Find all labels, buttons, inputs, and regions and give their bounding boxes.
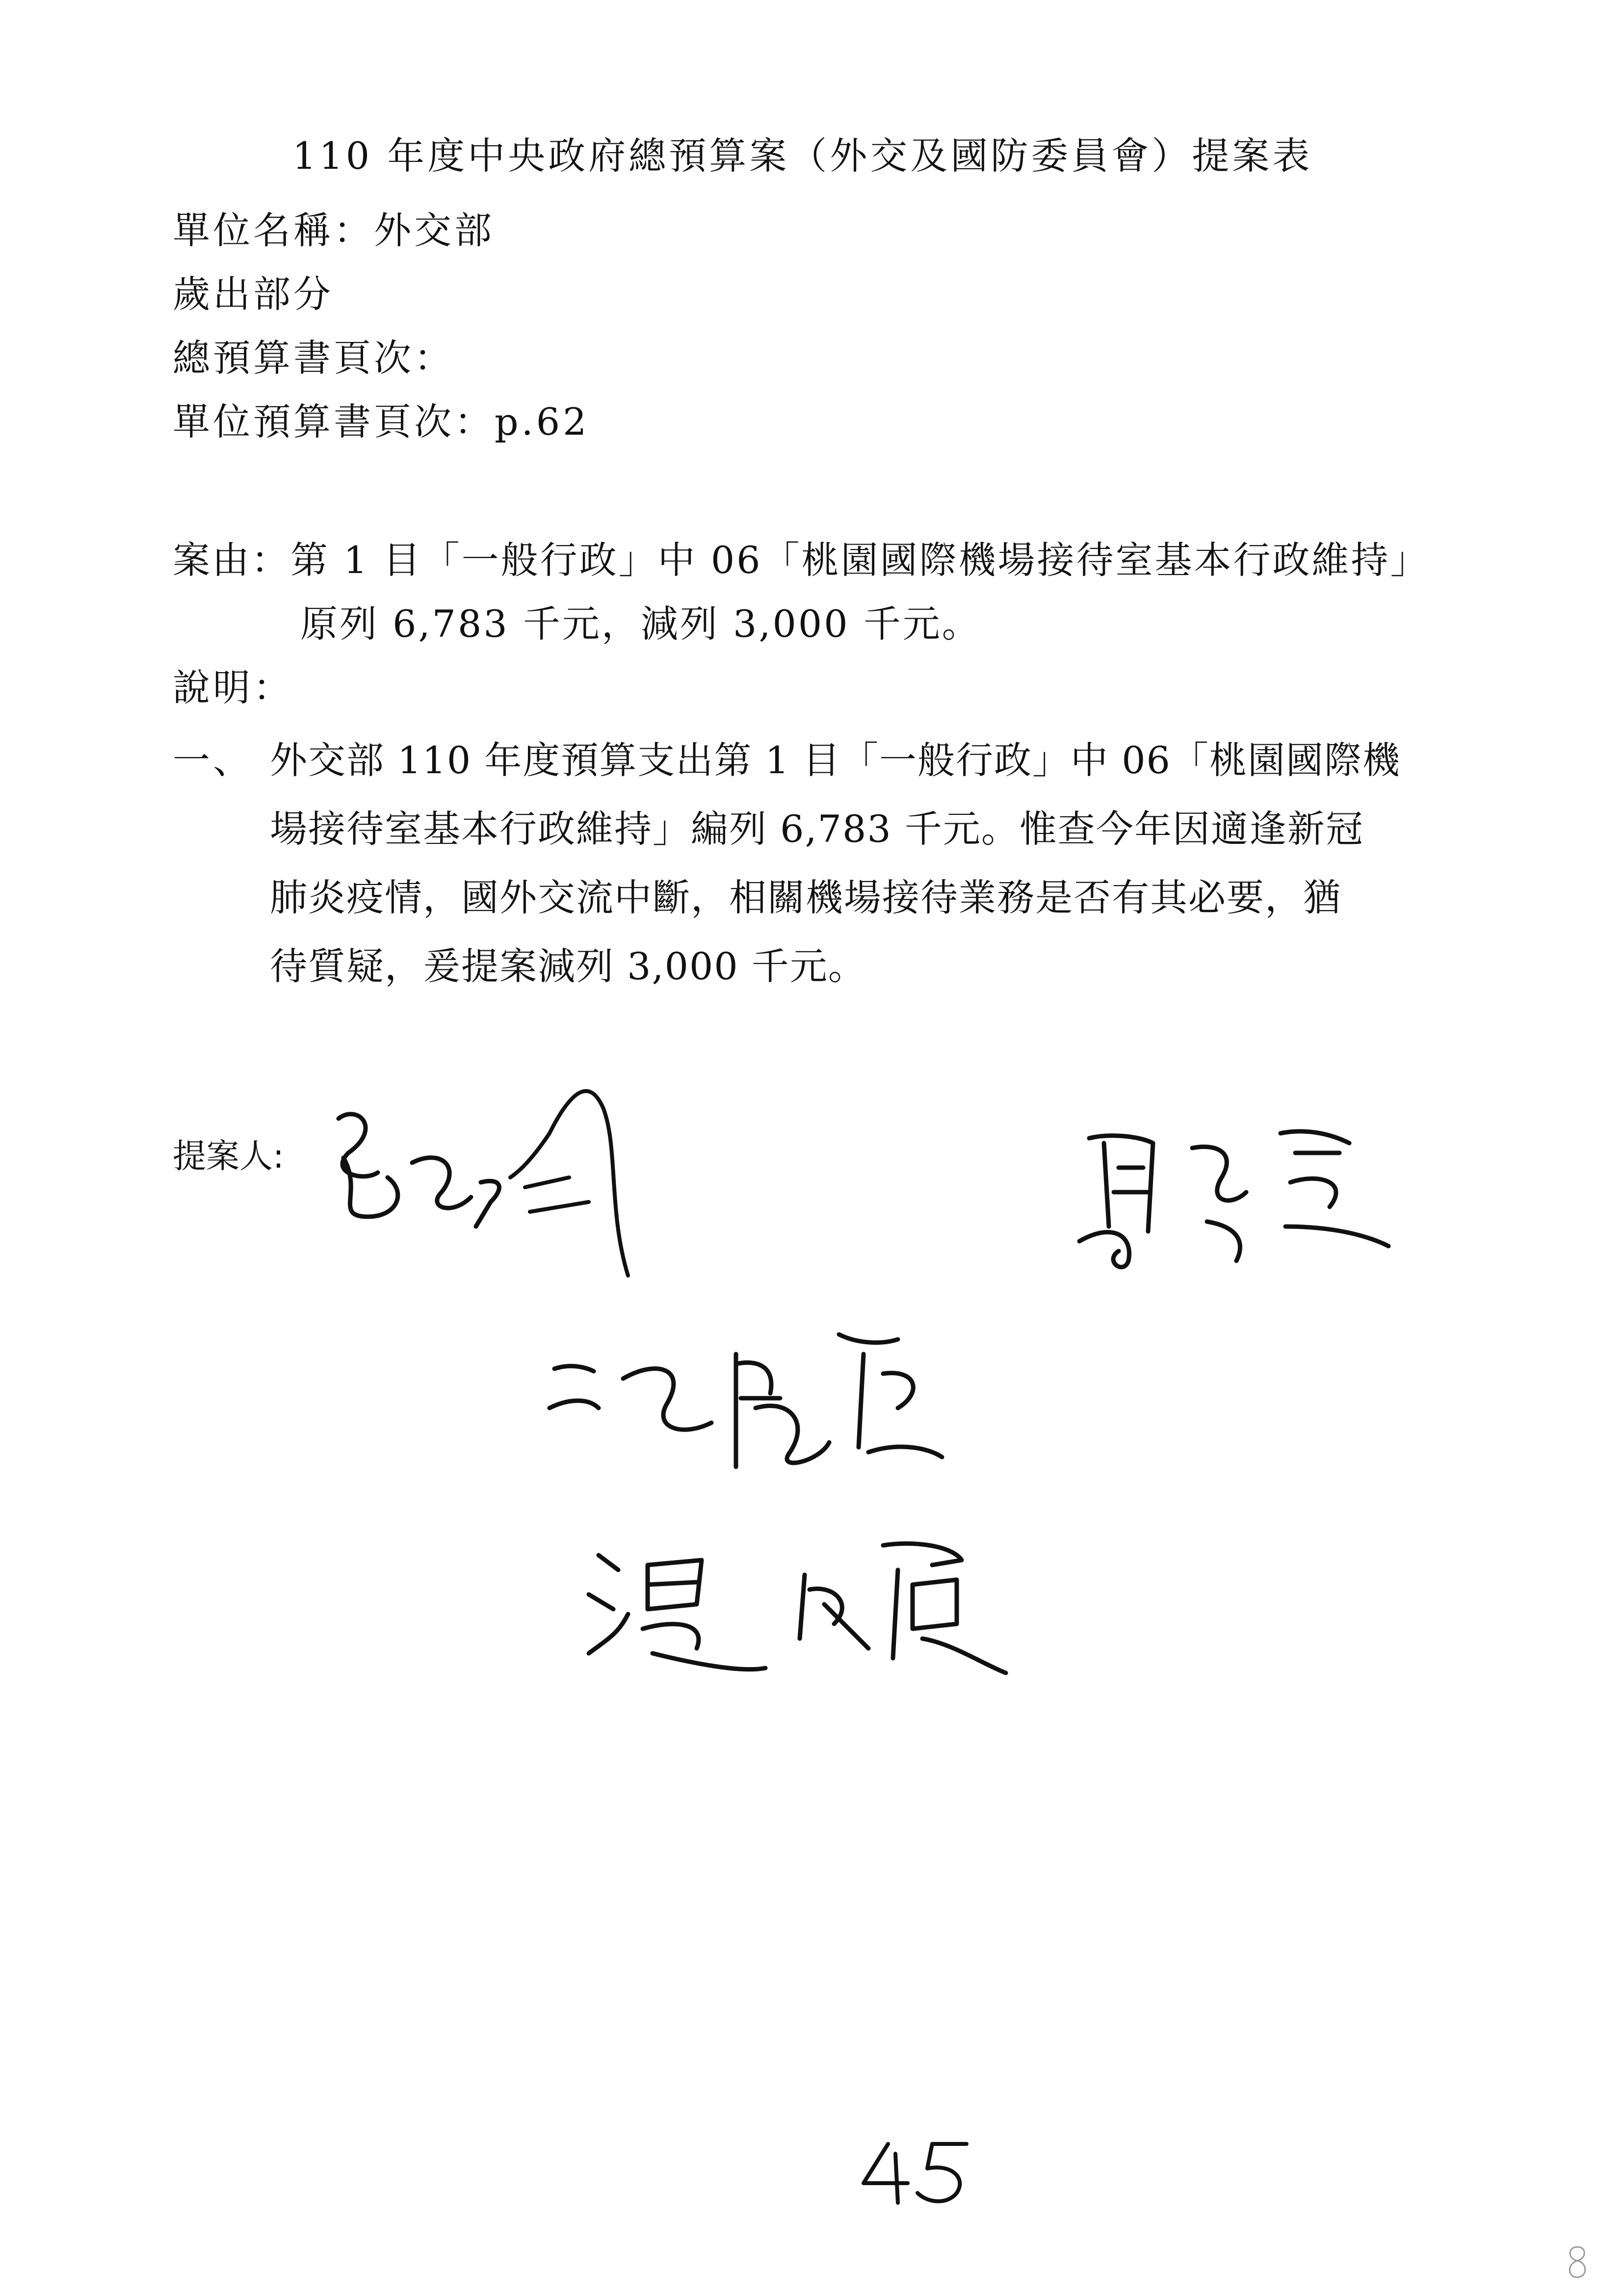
signature-3 (545, 1325, 947, 1472)
explanation-line-3: 肺炎疫情，國外交流中斷，相關機場接待業務是否有其必要，猶 (270, 876, 1341, 919)
unit-budget-page: 單位預算書頁次：p.62 (173, 400, 590, 444)
proposer-label: 提案人: (173, 1137, 284, 1176)
reason-line-2: 原列 6,783 千元，減列 3,000 千元。 (300, 602, 981, 646)
total-budget-page: 總預算書頁次： (173, 336, 454, 380)
item-marker: 一、 (173, 738, 253, 782)
reason-line-1: 案由：第 1 目「一般行政」中 06「桃園國際機場接待室基本行政維持」 (173, 538, 1430, 582)
corner-page-mark (1563, 2242, 1592, 2281)
signature-4 (579, 1526, 1021, 1683)
section-label: 歲出部分 (173, 272, 334, 316)
explanation-line-2: 場接待室基本行政維持」編列 6,783 千元。惟查今年因適逢新冠 (270, 807, 1364, 851)
handwritten-page-number (854, 2134, 981, 2208)
document-title: 110 年度中央政府總預算案（外交及國防委員會）提案表 (292, 134, 1313, 178)
signature-2 (1074, 1114, 1398, 1280)
explanation-line-4: 待質疑，爰提案減列 3,000 千元。 (270, 944, 866, 988)
signature-1 (314, 1055, 638, 1300)
unit-name: 單位名稱：外交部 (173, 209, 495, 252)
explanation-label: 說明： (173, 666, 293, 709)
explanation-line-1: 外交部 110 年度預算支出第 1 目「一般行政」中 06「桃園國際機 (270, 738, 1401, 782)
